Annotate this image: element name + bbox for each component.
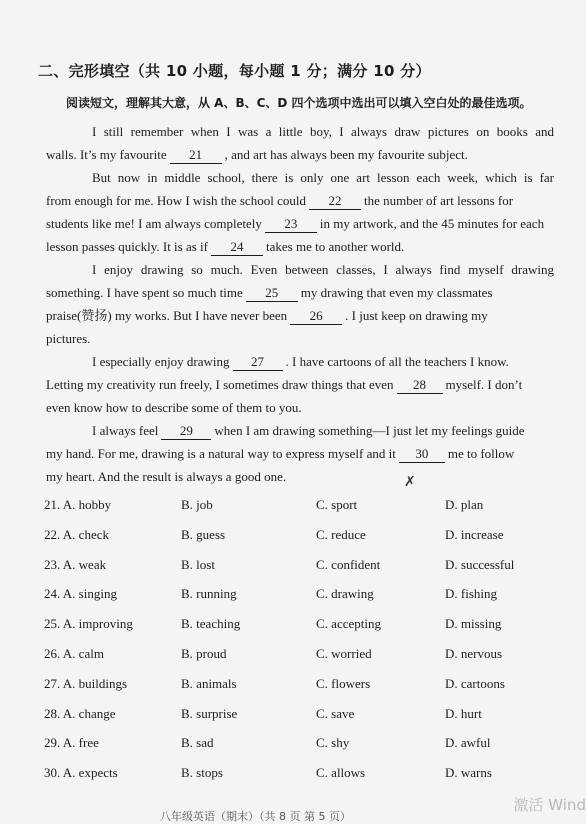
activation-watermark: 激活 Wind bbox=[513, 796, 586, 814]
passage-text: myself. I don’t bbox=[445, 377, 523, 392]
passage-text: in my artwork, and the 45 minutes for each bbox=[319, 216, 545, 231]
passage-line bbox=[46, 442, 554, 465]
passage-text: students like me! I am always completely bbox=[46, 216, 262, 231]
passage-line bbox=[46, 396, 554, 419]
passage-text: the number of art lessons for bbox=[363, 193, 514, 208]
blank-27: 27 bbox=[233, 353, 283, 371]
option-b: B. stops bbox=[181, 765, 223, 781]
passage-text: I enjoy drawing so much. Even between classes, I always find myself drawing bbox=[92, 262, 554, 277]
answer-options bbox=[44, 490, 564, 788]
option-c: C. allows bbox=[316, 765, 366, 781]
option-d: D. nervous bbox=[445, 645, 503, 661]
option-c: C. sport bbox=[316, 497, 358, 512]
passage-text: my heart. And the result is always a good one. bbox=[46, 469, 287, 484]
passage-line bbox=[46, 143, 554, 166]
option-d: D. warns bbox=[445, 765, 492, 781]
blank-24: 24 bbox=[211, 238, 263, 256]
option-d: D. increase bbox=[445, 526, 504, 542]
blank-22: 22 bbox=[309, 192, 361, 210]
option-a: 29. A. free bbox=[44, 735, 99, 751]
option-a: 25. A. improving bbox=[44, 616, 133, 632]
blank-23: 23 bbox=[265, 215, 317, 233]
passage-line bbox=[46, 166, 554, 189]
option-b: B. proud bbox=[181, 645, 227, 661]
option-d: D. plan bbox=[445, 497, 484, 512]
passage-line bbox=[46, 350, 554, 373]
blank-25: 25 bbox=[246, 284, 298, 302]
option-a: 23. A. weak bbox=[44, 556, 107, 572]
passage-text: praise(赞扬) my works. But I have never been bbox=[46, 308, 288, 323]
option-a: 24. A. singing bbox=[44, 586, 117, 602]
option-c: C. flowers bbox=[316, 675, 371, 691]
passage-text: lesson passes quickly. It is as if bbox=[46, 239, 208, 254]
option-row bbox=[44, 579, 564, 609]
passage-line bbox=[46, 281, 554, 304]
option-d: D. cartoons bbox=[445, 675, 505, 691]
instruction-text: 阅读短文，理解其大意，从 A、B、C、D 四个选项中选出可以填入空白处的最佳选项。 bbox=[66, 96, 532, 110]
option-b: B. surprise bbox=[181, 705, 238, 721]
option-c: C. reduce bbox=[316, 526, 366, 542]
passage-line bbox=[46, 235, 554, 258]
option-row bbox=[44, 728, 564, 758]
passage-text: I still remember when I was a little boy, I always draw pictures on books and bbox=[92, 124, 554, 139]
option-a: 27. A. buildings bbox=[44, 675, 128, 691]
passage-text: from enough for me. How I wish the school could bbox=[46, 193, 306, 208]
passage-text: But now in middle school, there is only one art lesson each week, which is far bbox=[92, 170, 554, 185]
option-a: 22. A. check bbox=[44, 526, 109, 542]
blank-28: 28 bbox=[397, 376, 443, 394]
passage-text: me to follow bbox=[447, 446, 515, 461]
option-a: 30. A. expects bbox=[44, 765, 118, 781]
passage-line bbox=[46, 304, 554, 327]
page-footer: 八年级英语（期末）（共 8 页 第 5 页） bbox=[160, 810, 351, 823]
passage-text: takes me to another world. bbox=[266, 239, 405, 254]
passage-text: walls. It’s my favourite bbox=[46, 147, 167, 162]
blank-30: 30 bbox=[399, 445, 445, 463]
passage-line bbox=[46, 465, 554, 488]
option-row bbox=[44, 699, 564, 729]
option-d: D. successful bbox=[445, 556, 515, 572]
option-b: B. lost bbox=[181, 556, 215, 572]
cloze-passage bbox=[46, 120, 554, 488]
option-row bbox=[44, 550, 564, 580]
passage-line bbox=[46, 327, 554, 350]
blank-29: 29 bbox=[161, 422, 211, 440]
passage-text: my drawing that even my classmates bbox=[300, 285, 493, 300]
passage-text: even know how to describe some of them to you. bbox=[46, 400, 302, 415]
option-b: B. guess bbox=[181, 526, 226, 542]
option-d: D. awful bbox=[445, 735, 491, 751]
passage-line bbox=[46, 258, 554, 281]
option-row bbox=[44, 758, 564, 788]
option-row bbox=[44, 520, 564, 550]
passage-line bbox=[46, 212, 554, 235]
passage-text: Letting my creativity run freely, I sometimes draw things that even bbox=[46, 377, 394, 392]
handwritten-mark: ✗ bbox=[404, 474, 416, 490]
passage-text: when I am drawing something—I just let my feelings guide bbox=[214, 423, 525, 438]
option-c: C. worried bbox=[316, 645, 372, 661]
passage-text: my hand. For me, drawing is a natural way to express myself and it bbox=[46, 446, 396, 461]
passage-text: I especially enjoy drawing bbox=[92, 354, 230, 369]
option-c: C. accepting bbox=[316, 616, 381, 632]
option-a: 26. A. calm bbox=[44, 645, 104, 661]
option-d: D. missing bbox=[445, 616, 502, 632]
blank-21: 21 bbox=[170, 146, 222, 164]
passage-line bbox=[46, 189, 554, 212]
option-row bbox=[44, 669, 564, 699]
option-b: B. sad bbox=[181, 735, 214, 751]
option-d: D. fishing bbox=[445, 586, 497, 602]
passage-text: I always feel bbox=[92, 423, 159, 438]
option-a: 28. A. change bbox=[44, 705, 116, 721]
passage-line bbox=[46, 373, 554, 396]
passage-text: . I just keep on drawing my bbox=[345, 308, 488, 323]
option-b: B. running bbox=[181, 586, 237, 602]
option-row bbox=[44, 490, 564, 520]
option-c: C. shy bbox=[316, 735, 350, 751]
option-c: C. save bbox=[316, 705, 355, 721]
option-c: C. drawing bbox=[316, 586, 374, 602]
option-d: D. hurt bbox=[445, 705, 482, 721]
option-row bbox=[44, 639, 564, 669]
blank-26: 26 bbox=[290, 307, 342, 325]
option-a: 21. A. hobby bbox=[44, 497, 112, 512]
passage-text: something. I have spent so much time bbox=[46, 285, 243, 300]
section-title: 二、完形填空（共 10 小题，每小题 1 分；满分 10 分） bbox=[38, 62, 431, 80]
option-row bbox=[44, 609, 564, 639]
passage-text: . I have cartoons of all the teachers I know. bbox=[285, 354, 509, 369]
option-b: B. teaching bbox=[181, 616, 241, 632]
option-c: C. confident bbox=[316, 556, 381, 572]
passage-line bbox=[46, 120, 554, 143]
passage-text: pictures. bbox=[46, 331, 91, 346]
option-b: B. animals bbox=[181, 675, 237, 691]
option-b: B. job bbox=[181, 497, 213, 512]
passage-line bbox=[46, 419, 554, 442]
passage-text: , and art has always been my favourite subject. bbox=[224, 147, 468, 162]
